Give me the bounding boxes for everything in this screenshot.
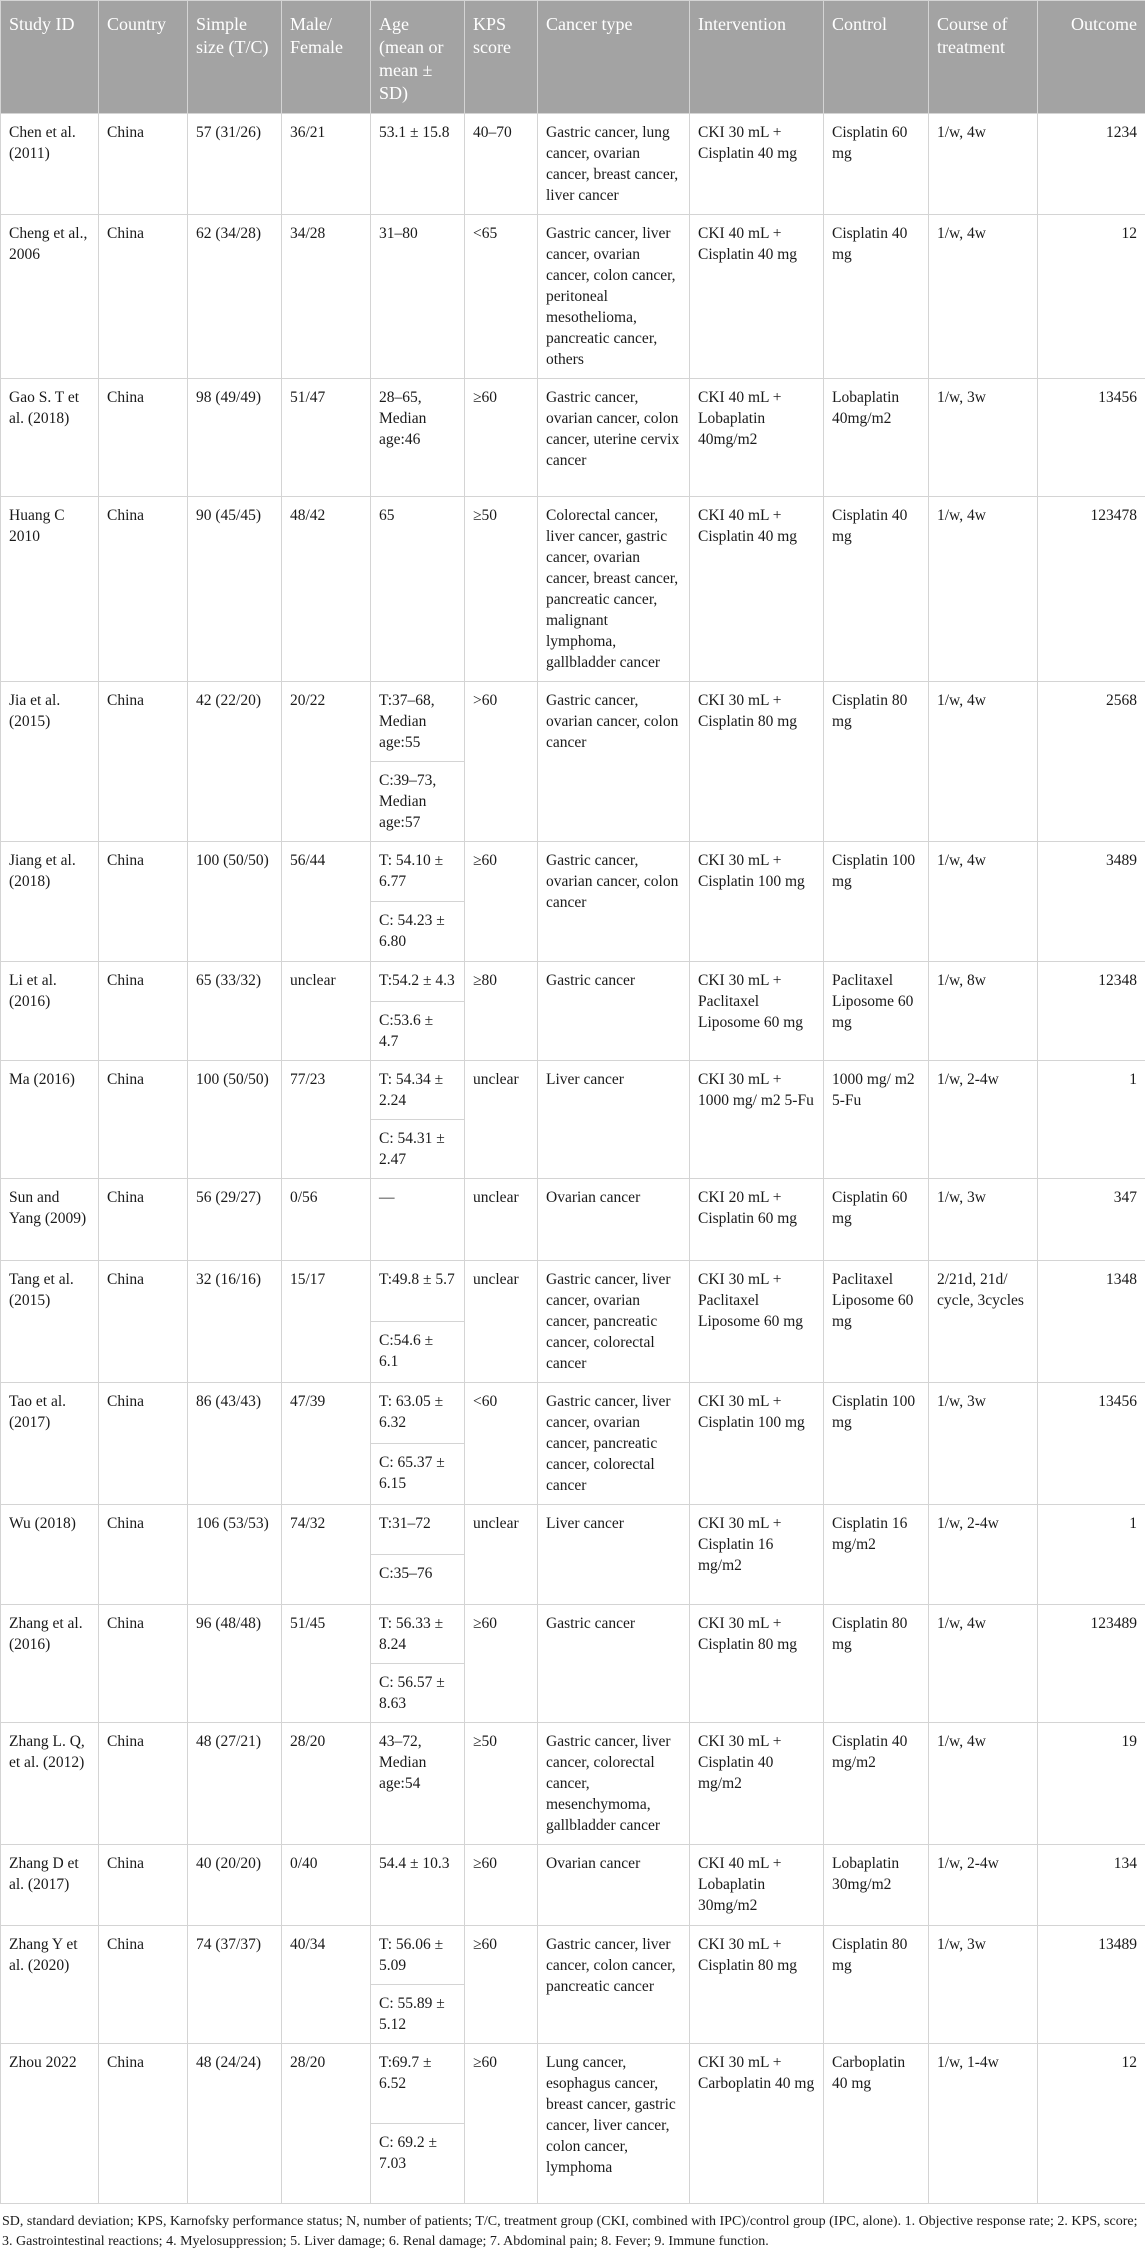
header-age: Age (mean or mean ± SD) [371, 1, 465, 114]
cell-outcome: 123489 [1038, 1605, 1145, 1723]
cell-cancer-type: Gastric cancer, lung cancer, ovarian cancer, breast cancer, liver cancer [538, 114, 690, 215]
cell-country: China [99, 497, 188, 682]
cell-control: Cisplatin 100 mg [824, 1383, 929, 1505]
cell-control: Lobaplatin 40mg/m2 [824, 379, 929, 497]
cell-kps-score: unclear [465, 1179, 538, 1261]
cell-age: C: 55.89 ± 5.12 [371, 1985, 465, 2044]
cell-country: China [99, 1723, 188, 1845]
cell-male-female: 51/45 [282, 1605, 371, 1723]
cell-control: Cisplatin 60 mg [824, 114, 929, 215]
cell-kps-score: <60 [465, 1383, 538, 1505]
cell-intervention: CKI 30 mL + Cisplatin 16 mg/m2 [690, 1505, 824, 1605]
cell-control: Paclitaxel Liposome 60 mg [824, 1261, 929, 1383]
cell-age: C: 65.37 ± 6.15 [371, 1444, 465, 1505]
cell-age: C: 69.2 ± 7.03 [371, 2124, 465, 2204]
cell-cancer-type: Colorectal cancer, liver cancer, gastric cancer, ovarian cancer, breast cancer, pancreatic cancer, malignant lymphoma, gallbladder cancer [538, 497, 690, 682]
cell-course: 1/w, 3w [929, 1383, 1038, 1505]
cell-outcome: 12 [1038, 215, 1145, 379]
cell-male-female: 36/21 [282, 114, 371, 215]
cell-country: China [99, 1061, 188, 1179]
cell-sample-size: 48 (24/24) [188, 2044, 282, 2204]
header-course: Course of treatment [929, 1, 1038, 114]
cell-study-id: Gao S. T et al. (2018) [1, 379, 99, 497]
cell-country: China [99, 682, 188, 842]
cell-kps-score: ≥80 [465, 962, 538, 1061]
cell-control: Cisplatin 40 mg [824, 497, 929, 682]
cell-sample-size: 40 (20/20) [188, 1845, 282, 1926]
cell-study-id: Cheng et al., 2006 [1, 215, 99, 379]
cell-study-id: Zhang et al. (2016) [1, 1605, 99, 1723]
cell-outcome: 1348 [1038, 1261, 1145, 1383]
cell-sample-size: 100 (50/50) [188, 1061, 282, 1179]
cell-age: C: 54.31 ± 2.47 [371, 1120, 465, 1179]
cell-sample-size: 106 (53/53) [188, 1505, 282, 1605]
cell-kps-score: ≥50 [465, 1723, 538, 1845]
cell-course: 1/w, 4w [929, 114, 1038, 215]
cell-kps-score: ≥60 [465, 379, 538, 497]
cell-control: Cisplatin 40 mg [824, 215, 929, 379]
header-cancer-type: Cancer type [538, 1, 690, 114]
header-study-id: Study ID [1, 1, 99, 114]
cell-study-id: Zhang D et al. (2017) [1, 1845, 99, 1926]
cell-sample-size: 48 (27/21) [188, 1723, 282, 1845]
cell-country: China [99, 379, 188, 497]
cell-outcome: 13489 [1038, 1926, 1145, 2044]
cell-sample-size: 86 (43/43) [188, 1383, 282, 1505]
cell-age: 31–80 [371, 215, 465, 379]
cell-age: C:53.6 ± 4.7 [371, 1002, 465, 1061]
cell-study-id: Jiang et al. (2018) [1, 842, 99, 962]
cell-age: T: 56.33 ± 8.24 [371, 1605, 465, 1664]
cell-age: C:35–76 [371, 1555, 465, 1605]
cell-control: Cisplatin 16 mg/m2 [824, 1505, 929, 1605]
cell-male-female: 28/20 [282, 2044, 371, 2204]
cell-sample-size: 100 (50/50) [188, 842, 282, 962]
cell-age: 65 [371, 497, 465, 682]
cell-sample-size: 98 (49/49) [188, 379, 282, 497]
header-country: Country [99, 1, 188, 114]
cell-cancer-type: Lung cancer, esophagus cancer, breast cancer, gastric cancer, liver cancer, colon cancer, lymphoma [538, 2044, 690, 2204]
cell-control: Cisplatin 60 mg [824, 1179, 929, 1261]
cell-male-female: 51/47 [282, 379, 371, 497]
cell-male-female: 77/23 [282, 1061, 371, 1179]
header-sample-size: Simple size (T/C) [188, 1, 282, 114]
table-row [1, 1179, 1145, 1261]
cell-country: China [99, 1605, 188, 1723]
cell-male-female: 34/28 [282, 215, 371, 379]
table-footnote: SD, standard deviation; KPS, Karnofsky performance status; N, number of patients; T/C, treatment group (CKI, combined with IPC)/control group (IPC, alone). 1. Objective response rate; 2. KPS, score; 3. Gastrointestinal reactions; 4. Myelosuppression; 5. Liver damage; 6. Renal damage; 7. Abdominal pain; 8. Fever; 9. Immune function. [0, 2204, 1145, 2252]
cell-sample-size: 57 (31/26) [188, 114, 282, 215]
cell-course: 1/w, 8w [929, 962, 1038, 1061]
cell-country: China [99, 1261, 188, 1383]
cell-sample-size: 74 (37/37) [188, 1926, 282, 2044]
cell-course: 1/w, 4w [929, 1723, 1038, 1845]
cell-intervention: CKI 40 mL + Cisplatin 40 mg [690, 497, 824, 682]
table-row [1, 1845, 1145, 1926]
cell-age: T: 56.06 ± 5.09 [371, 1926, 465, 1985]
cell-study-id: Wu (2018) [1, 1505, 99, 1605]
cell-cancer-type: Ovarian cancer [538, 1179, 690, 1261]
header-kps-score: KPS score [465, 1, 538, 114]
cell-cancer-type: Ovarian cancer [538, 1845, 690, 1926]
cell-outcome: 347 [1038, 1179, 1145, 1261]
cell-outcome: 3489 [1038, 842, 1145, 962]
cell-intervention: CKI 40 mL + Lobaplatin 30mg/m2 [690, 1845, 824, 1926]
cell-country: China [99, 1383, 188, 1505]
cell-kps-score: 40–70 [465, 114, 538, 215]
cell-cancer-type: Gastric cancer, ovarian cancer, colon cancer [538, 682, 690, 842]
cell-sample-size: 32 (16/16) [188, 1261, 282, 1383]
cell-sample-size: 65 (33/32) [188, 962, 282, 1061]
cell-control: Cisplatin 40 mg/m2 [824, 1723, 929, 1845]
table-row [1, 379, 1145, 497]
cell-cancer-type: Gastric cancer, liver cancer, colorectal cancer, mesenchymoma, gallbladder cancer [538, 1723, 690, 1845]
cell-control: 1000 mg/ m2 5-Fu [824, 1061, 929, 1179]
cell-control: Carboplatin 40 mg [824, 2044, 929, 2204]
cell-course: 2/21d, 21d/ cycle, 3cycles [929, 1261, 1038, 1383]
cell-intervention: CKI 40 mL + Cisplatin 40 mg [690, 215, 824, 379]
cell-cancer-type: Gastric cancer, liver cancer, colon cancer, pancreatic cancer [538, 1926, 690, 2044]
cell-age: 53.1 ± 15.8 [371, 114, 465, 215]
cell-male-female: 47/39 [282, 1383, 371, 1505]
cell-course: 1/w, 4w [929, 842, 1038, 962]
cell-cancer-type: Gastric cancer, ovarian cancer, colon cancer [538, 842, 690, 962]
cell-intervention: CKI 30 mL + Cisplatin 40 mg/m2 [690, 1723, 824, 1845]
cell-age: 54.4 ± 10.3 [371, 1845, 465, 1926]
cell-kps-score: ≥60 [465, 2044, 538, 2204]
cell-cancer-type: Gastric cancer [538, 962, 690, 1061]
cell-age: 43–72, Median age:54 [371, 1723, 465, 1845]
cell-intervention: CKI 30 mL + Paclitaxel Liposome 60 mg [690, 1261, 824, 1383]
cell-control: Cisplatin 80 mg [824, 1926, 929, 2044]
cell-course: 1/w, 3w [929, 379, 1038, 497]
table-row [1, 1061, 1145, 1120]
table-row [1, 1605, 1145, 1664]
table-body [1, 114, 1145, 2204]
header-intervention: Intervention [690, 1, 824, 114]
cell-course: 1/w, 1-4w [929, 2044, 1038, 2204]
cell-outcome: 1 [1038, 1505, 1145, 1605]
cell-age: C: 56.57 ± 8.63 [371, 1664, 465, 1723]
cell-age: T: 54.34 ± 2.24 [371, 1061, 465, 1120]
cell-male-female: 56/44 [282, 842, 371, 962]
cell-male-female: 48/42 [282, 497, 371, 682]
cell-age: C:39–73, Median age:57 [371, 762, 465, 842]
cell-cancer-type: Gastric cancer, ovarian cancer, colon cancer, uterine cervix cancer [538, 379, 690, 497]
cell-age: T:37–68, Median age:55 [371, 682, 465, 762]
cell-outcome: 1234 [1038, 114, 1145, 215]
cell-age: T:49.8 ± 5.7 [371, 1261, 465, 1322]
cell-intervention: CKI 40 mL + Lobaplatin 40mg/m2 [690, 379, 824, 497]
cell-country: China [99, 842, 188, 962]
cell-age: T: 63.05 ± 6.32 [371, 1383, 465, 1444]
cell-country: China [99, 1505, 188, 1605]
cell-outcome: 12348 [1038, 962, 1145, 1061]
cell-course: 1/w, 4w [929, 682, 1038, 842]
cell-country: China [99, 114, 188, 215]
cell-country: China [99, 1179, 188, 1261]
cell-outcome: 13456 [1038, 1383, 1145, 1505]
cell-male-female: unclear [282, 962, 371, 1061]
cell-male-female: 20/22 [282, 682, 371, 842]
table-row [1, 2044, 1145, 2124]
cell-outcome: 123478 [1038, 497, 1145, 682]
cell-kps-score: unclear [465, 1261, 538, 1383]
cell-control: Paclitaxel Liposome 60 mg [824, 962, 929, 1061]
cell-course: 1/w, 2-4w [929, 1061, 1038, 1179]
table-row [1, 842, 1145, 902]
cell-study-id: Jia et al. (2015) [1, 682, 99, 842]
cell-course: 1/w, 2-4w [929, 1505, 1038, 1605]
cell-study-id: Ma (2016) [1, 1061, 99, 1179]
cell-outcome: 12 [1038, 2044, 1145, 2204]
cell-course: 1/w, 3w [929, 1926, 1038, 2044]
cell-study-id: Zhang Y et al. (2020) [1, 1926, 99, 2044]
cell-study-id: Sun and Yang (2009) [1, 1179, 99, 1261]
cell-kps-score: ≥60 [465, 1845, 538, 1926]
cell-cancer-type: Liver cancer [538, 1505, 690, 1605]
cell-male-female: 28/20 [282, 1723, 371, 1845]
table-row [1, 1926, 1145, 1985]
cell-intervention: CKI 30 mL + Carboplatin 40 mg [690, 2044, 824, 2204]
cell-kps-score: <65 [465, 215, 538, 379]
header-male-female: Male/ Female [282, 1, 371, 114]
cell-control: Cisplatin 80 mg [824, 1605, 929, 1723]
table-row [1, 1261, 1145, 1322]
cell-sample-size: 90 (45/45) [188, 497, 282, 682]
cell-study-id: Tao et al. (2017) [1, 1383, 99, 1505]
cell-age: 28–65, Median age:46 [371, 379, 465, 497]
cell-cancer-type: Gastric cancer, liver cancer, ovarian cancer, pancreatic cancer, colorectal cancer [538, 1383, 690, 1505]
cell-male-female: 74/32 [282, 1505, 371, 1605]
cell-age: C:54.6 ± 6.1 [371, 1322, 465, 1383]
cell-sample-size: 56 (29/27) [188, 1179, 282, 1261]
cell-study-id: Li et al. (2016) [1, 962, 99, 1061]
cell-kps-score: ≥60 [465, 1926, 538, 2044]
header-control: Control [824, 1, 929, 114]
table-row [1, 215, 1145, 379]
header-outcome: Outcome [1038, 1, 1145, 114]
cell-outcome: 19 [1038, 1723, 1145, 1845]
cell-control: Cisplatin 100 mg [824, 842, 929, 962]
cell-study-id: Huang C 2010 [1, 497, 99, 682]
cell-study-id: Chen et al. (2011) [1, 114, 99, 215]
cell-course: 1/w, 3w [929, 1179, 1038, 1261]
cell-age: T:54.2 ± 4.3 [371, 962, 465, 1002]
cell-outcome: 1 [1038, 1061, 1145, 1179]
cell-control: Cisplatin 80 mg [824, 682, 929, 842]
table-header-row [1, 1, 1145, 114]
cell-age: T:69.7 ± 6.52 [371, 2044, 465, 2124]
cell-cancer-type: Gastric cancer [538, 1605, 690, 1723]
table-row [1, 962, 1145, 1002]
cell-country: China [99, 1926, 188, 2044]
cell-intervention: CKI 30 mL + 1000 mg/ m2 5-Fu [690, 1061, 824, 1179]
cell-age: C: 54.23 ± 6.80 [371, 902, 465, 962]
cell-age: — [371, 1179, 465, 1261]
cell-intervention: CKI 30 mL + Cisplatin 100 mg [690, 842, 824, 962]
cell-intervention: CKI 30 mL + Cisplatin 80 mg [690, 682, 824, 842]
cell-cancer-type: Liver cancer [538, 1061, 690, 1179]
cell-sample-size: 96 (48/48) [188, 1605, 282, 1723]
cell-study-id: Zhang L. Q, et al. (2012) [1, 1723, 99, 1845]
cell-male-female: 40/34 [282, 1926, 371, 2044]
cell-outcome: 13456 [1038, 379, 1145, 497]
cell-outcome: 134 [1038, 1845, 1145, 1926]
cell-kps-score: ≥60 [465, 842, 538, 962]
cell-country: China [99, 1845, 188, 1926]
cell-kps-score: >60 [465, 682, 538, 842]
cell-sample-size: 62 (34/28) [188, 215, 282, 379]
cell-intervention: CKI 20 mL + Cisplatin 60 mg [690, 1179, 824, 1261]
cell-intervention: CKI 30 mL + Cisplatin 80 mg [690, 1926, 824, 2044]
table-row [1, 682, 1145, 762]
cell-intervention: CKI 30 mL + Paclitaxel Liposome 60 mg [690, 962, 824, 1061]
cell-male-female: 15/17 [282, 1261, 371, 1383]
cell-cancer-type: Gastric cancer, liver cancer, ovarian cancer, colon cancer, peritoneal mesothelioma, pancreatic cancer, others [538, 215, 690, 379]
cell-age: T:31–72 [371, 1505, 465, 1555]
cell-kps-score: unclear [465, 1505, 538, 1605]
cell-kps-score: unclear [465, 1061, 538, 1179]
cell-course: 1/w, 4w [929, 1605, 1038, 1723]
cell-course: 1/w, 2-4w [929, 1845, 1038, 1926]
cell-study-id: Zhou 2022 [1, 2044, 99, 2204]
cell-country: China [99, 215, 188, 379]
cell-course: 1/w, 4w [929, 497, 1038, 682]
cell-sample-size: 42 (22/20) [188, 682, 282, 842]
cell-country: China [99, 2044, 188, 2204]
cell-study-id: Tang et al. (2015) [1, 1261, 99, 1383]
cell-cancer-type: Gastric cancer, liver cancer, ovarian cancer, pancreatic cancer, colorectal cancer [538, 1261, 690, 1383]
cell-intervention: CKI 30 mL + Cisplatin 40 mg [690, 114, 824, 215]
cell-control: Lobaplatin 30mg/m2 [824, 1845, 929, 1926]
cell-intervention: CKI 30 mL + Cisplatin 80 mg [690, 1605, 824, 1723]
cell-country: China [99, 962, 188, 1061]
table-row [1, 1723, 1145, 1845]
cell-outcome: 2568 [1038, 682, 1145, 842]
table-row [1, 1505, 1145, 1555]
table-row [1, 114, 1145, 215]
cell-male-female: 0/56 [282, 1179, 371, 1261]
cell-age: T: 54.10 ± 6.77 [371, 842, 465, 902]
cell-kps-score: ≥50 [465, 497, 538, 682]
cell-intervention: CKI 30 mL + Cisplatin 100 mg [690, 1383, 824, 1505]
cell-male-female: 0/40 [282, 1845, 371, 1926]
cell-course: 1/w, 4w [929, 215, 1038, 379]
cell-kps-score: ≥60 [465, 1605, 538, 1723]
table-row [1, 497, 1145, 682]
table-row [1, 1383, 1145, 1444]
